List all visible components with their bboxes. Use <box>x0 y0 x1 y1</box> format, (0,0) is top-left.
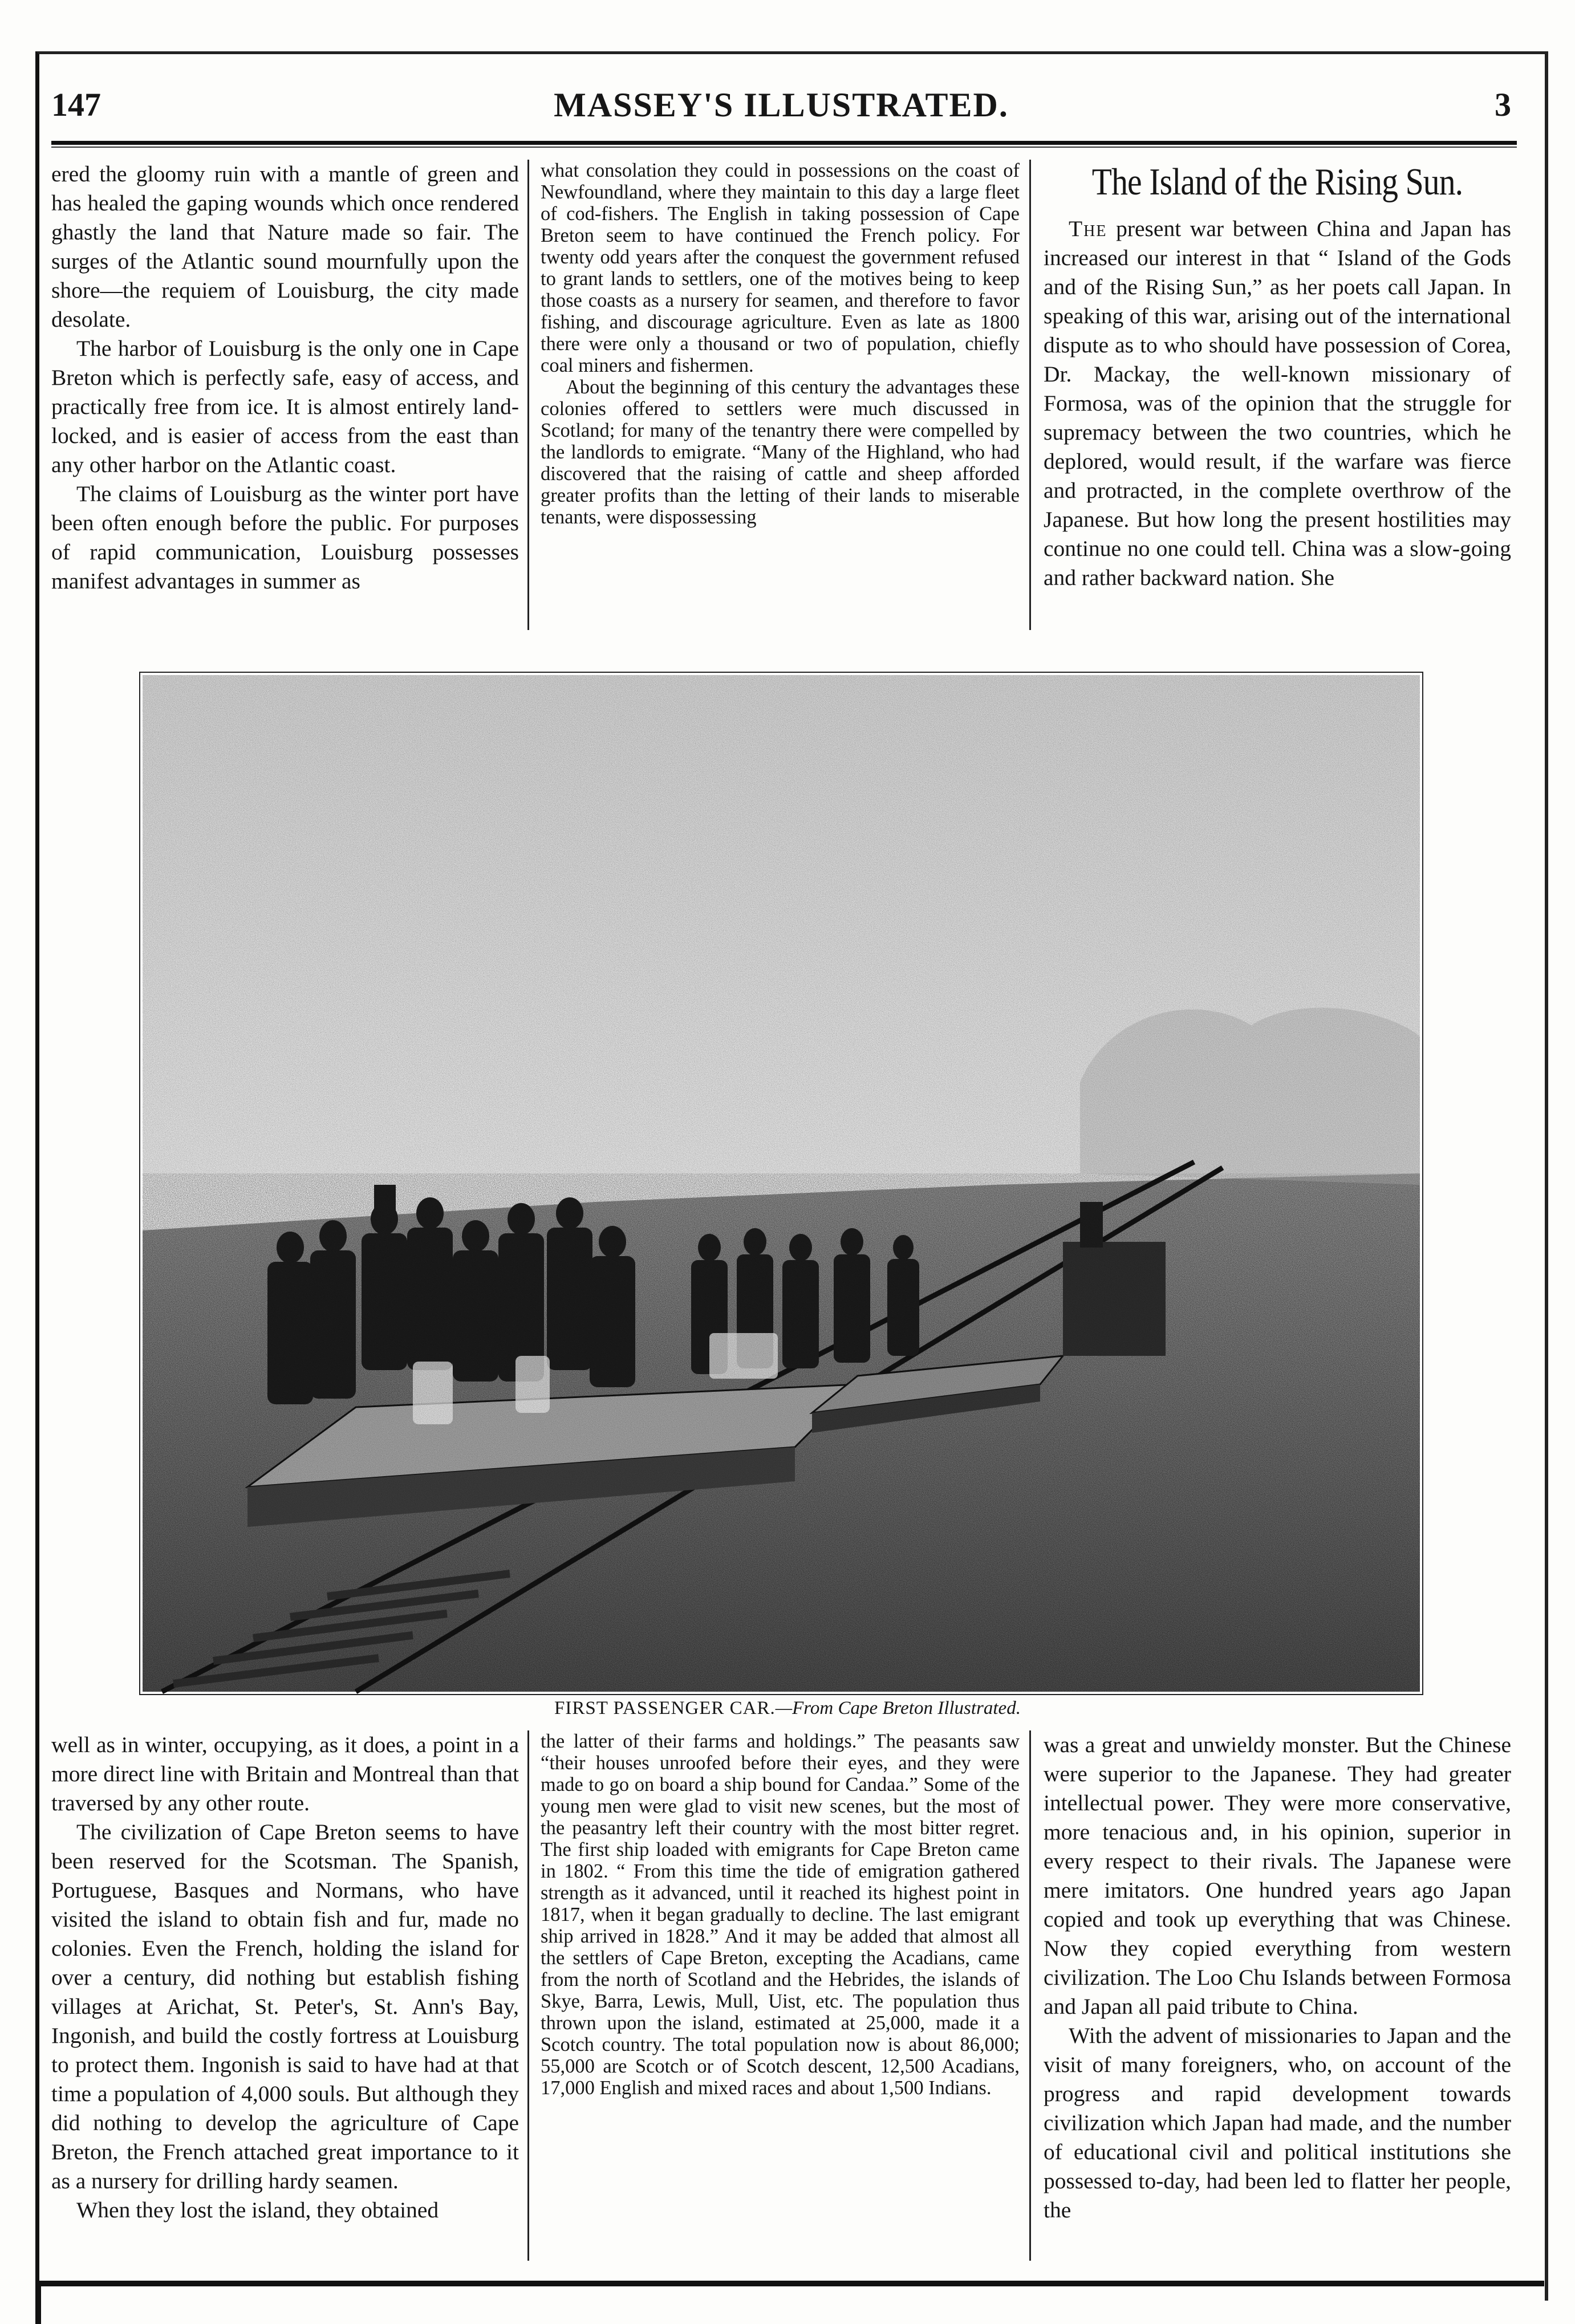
page-frame-left-tail <box>35 2281 41 2324</box>
lead-word: The <box>1069 216 1107 241</box>
caption-source: —From Cape Breton Illustrated. <box>775 1698 1021 1718</box>
page-frame-bottom-rule <box>35 2281 1544 2286</box>
page-number-right: 3 <box>1495 86 1511 123</box>
top-column-2 <box>541 160 1020 627</box>
paragraph: the latter of their farms and holdings.” The peasants saw “their houses unroofed before their eyes, and they were made to go on board a ship bound for Candaa.” Some of the young men were glad to visit new scenes, but the most of the peasantry left their country with the most bitter regret. The first ship loaded with emigrants for Cape Breton came in 1802. “ From this time the tide of emigration gathered strength as it advanced, until it reached its highest point in 1817, when it began gradually to decline. The last emigrant ship arrived in 1828.” And it may be added that almost all the settlers of Cape Breton, excepting the Acadians, came from the north of Scotland and the Hebrides, the islands of Skye, Barra, Lewis, Mull, Uist, etc. The population thus thrown upon the island, estimated at 25,000, made it a Scotch country. The total population now is about 86,000; 55,000 are Scotch or of Scotch descent, 12,500 Acadians, 17,000 English and mixed races and about 1,500 Indians. <box>541 1730 1020 2099</box>
paragraph: About the beginning of this century the advantages these colonies offered to settlers were much discussed in Scotland; for many of the tenantry there were compelled by the landlords to emigrate. “Many of the Highland, who had discovered that the raising of cattle and sheep afforded greater profits than the letting of their lands to miserable tenants, were dispossessing <box>541 376 1020 528</box>
top-column-3 <box>1044 160 1511 627</box>
column-divider <box>1029 1730 1031 2261</box>
article-title: The Island of the Rising Sun. <box>1091 161 1463 203</box>
figure-caption <box>0 1698 1575 1719</box>
masthead-title: MASSEY'S ILLUSTRATED. <box>554 86 1009 124</box>
header-rule <box>51 141 1517 145</box>
paragraph: The civilization of Cape Breton seems to have been reserved for the Scotsman. The Spanish, Portuguese, Basques and Normans, who have visited the island to obtain fish and fur, made no colonies. Even the French, holding the island for over a century, did nothing but establish fishing villages at Arichat, St. Peter's, St. Ann's Bay, Ingonish, and build the costly fortress at Louisburg to protect them. Ingonish is said to have had at that time a population of 4,000 souls. But although they did nothing to develop the agriculture of Cape Breton, the French attached great importance to it as a nursery for drilling hardy seamen. <box>51 1819 519 2193</box>
paragraph: The harbor of Louisburg is the only one in Cape Breton which is perfectly safe, easy of access, and practically free from ice. It is almost entirely land-locked, and is easier of access from the east than any other harbor on the Atlantic coast. <box>51 336 519 477</box>
paragraph: ered the gloomy ruin with a mantle of green and has healed the gaping wounds which once rendered ghastly the land that Nature made so fair. The surges of the Atlantic sound mournfully upon the shore—the requiem of Louisburg, the city made desolate. <box>51 161 519 332</box>
paragraph: was a great and unwieldy monster. But the Chinese were superior to the Japanese. They had greater intellectual power. They were more conservative, more tenacious and, in his opinion, superior in every respect to their rivals. The Japanese were mere imitators. One hundred years ago Japan copied and took up everything that was Chinese. Now they copied everything from western civilization. The Loo Chu Islands between Formosa and Japan all paid tribute to China. <box>1044 1732 1511 2019</box>
paragraph-text: present war between China and Japan has increased our interest in that “ Island of the Gods and of the Rising Sun,” as her poets call Japan. In speaking of this war, arising out of the international dispute as to who should have possession of Corea, Dr. Mackay, the well-known missionary of Formosa, was of the opinion that the struggle for supremacy between the two countries, which he deplored, would result, if the warfare was fierce and protracted, in the complete overthrow of the Japanese. But how long the present hostilities may continue no one could tell. China was a slow-going and rather backward nation. She <box>1044 216 1511 590</box>
bottom-column-2 <box>541 1730 1020 2261</box>
page-number-left: 147 <box>51 86 101 123</box>
page-header <box>51 86 1511 137</box>
bottom-column-3 <box>1044 1730 1511 2261</box>
bottom-column-1 <box>51 1730 519 2261</box>
paragraph: When they lost the island, they obtained <box>76 2197 439 2223</box>
paragraph: what consolation they could in possessions on the coast of Newfoundland, where they maintain to this day a large fleet of cod-fishers. The English in taking possession of Cape Breton seem to have continued the French policy. For twenty odd years after the conquest the government refused to grant lands to settlers, one of the motives being to keep those coasts as a nursery for seamen, and therefore to favor fishing, and discourage agriculture. Even as late as 1800 there were only a thousand or two of population, chiefly coal miners and fishermen. <box>541 160 1020 376</box>
column-divider <box>527 1730 529 2261</box>
top-column-1 <box>51 160 519 627</box>
caption-title: FIRST PASSENGER CAR. <box>554 1698 776 1718</box>
column-divider <box>527 160 529 630</box>
first-passenger-car-engraving <box>139 672 1423 1695</box>
column-divider <box>1029 160 1031 630</box>
paragraph: With the advent of missionaries to Japan and the visit of many foreigners, who, on account of the progress and rapid development towards civilization which Japan had made, and the number of educational civil and political institutions she possessed to-day, had been led to flatter her people, the <box>1044 2023 1511 2223</box>
paragraph <box>1044 214 1511 592</box>
paragraph: The claims of Louisburg as the winter port have been often enough before the public. For purposes of rapid communication, Louisburg possesses manifest advantages in summer as <box>51 481 519 594</box>
engraving-figure <box>139 672 1423 1695</box>
header-rule-thin <box>51 147 1517 148</box>
paragraph: well as in winter, occupying, as it does, a point in a more direct line with Britain and Montreal than that traversed by any other route. <box>51 1732 519 1815</box>
